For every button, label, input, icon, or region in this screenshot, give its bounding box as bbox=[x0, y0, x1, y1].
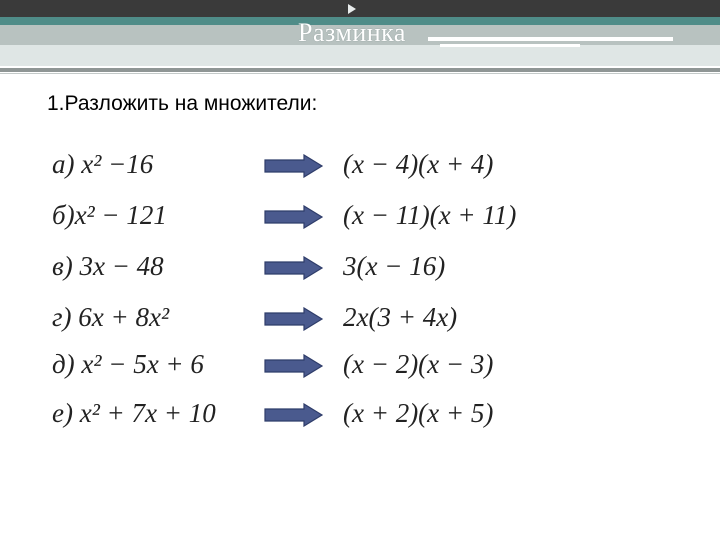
right-arrow-icon bbox=[264, 256, 324, 280]
task-answer: 2x(3 + 4x) bbox=[343, 302, 458, 332]
task-answer: (x − 4)(x + 4) bbox=[343, 149, 494, 179]
task-row bbox=[0, 249, 720, 289]
task-row bbox=[0, 147, 720, 187]
task-row bbox=[0, 347, 720, 387]
task-expression: б)x² − 121 bbox=[52, 200, 167, 230]
task-answer: (x + 2)(x + 5) bbox=[343, 398, 494, 428]
header-divider-thin bbox=[0, 73, 720, 74]
header-band-light bbox=[0, 45, 720, 66]
right-arrow-icon bbox=[264, 403, 324, 427]
task-answer: (x − 2)(x − 3) bbox=[343, 349, 494, 379]
header-highlight-strip bbox=[428, 37, 673, 41]
task-expression: в) 3x − 48 bbox=[52, 251, 164, 281]
right-arrow-icon bbox=[264, 205, 324, 229]
task-answer: (x − 11)(x + 11) bbox=[343, 200, 517, 230]
header-divider bbox=[0, 68, 720, 72]
slide-title: Разминка bbox=[298, 18, 406, 47]
task-expression: д) x² − 5x + 6 bbox=[52, 349, 204, 379]
triangle-marker-icon bbox=[348, 4, 356, 14]
right-arrow-icon bbox=[264, 354, 324, 378]
right-arrow-icon bbox=[264, 307, 324, 331]
task-expression: г) 6x + 8x² bbox=[52, 302, 170, 332]
task-answer: 3(x − 16) bbox=[343, 251, 446, 281]
task-row bbox=[0, 396, 720, 436]
task-row bbox=[0, 300, 720, 340]
task-expression: а) x² −16 bbox=[52, 149, 154, 179]
task-row bbox=[0, 198, 720, 238]
task-expression: е) x² + 7x + 10 bbox=[52, 398, 216, 428]
header-band-dark bbox=[0, 0, 720, 17]
right-arrow-icon bbox=[264, 154, 324, 178]
task-heading: 1.Разложить на множители: bbox=[47, 92, 318, 115]
header-highlight-strip bbox=[440, 44, 580, 47]
